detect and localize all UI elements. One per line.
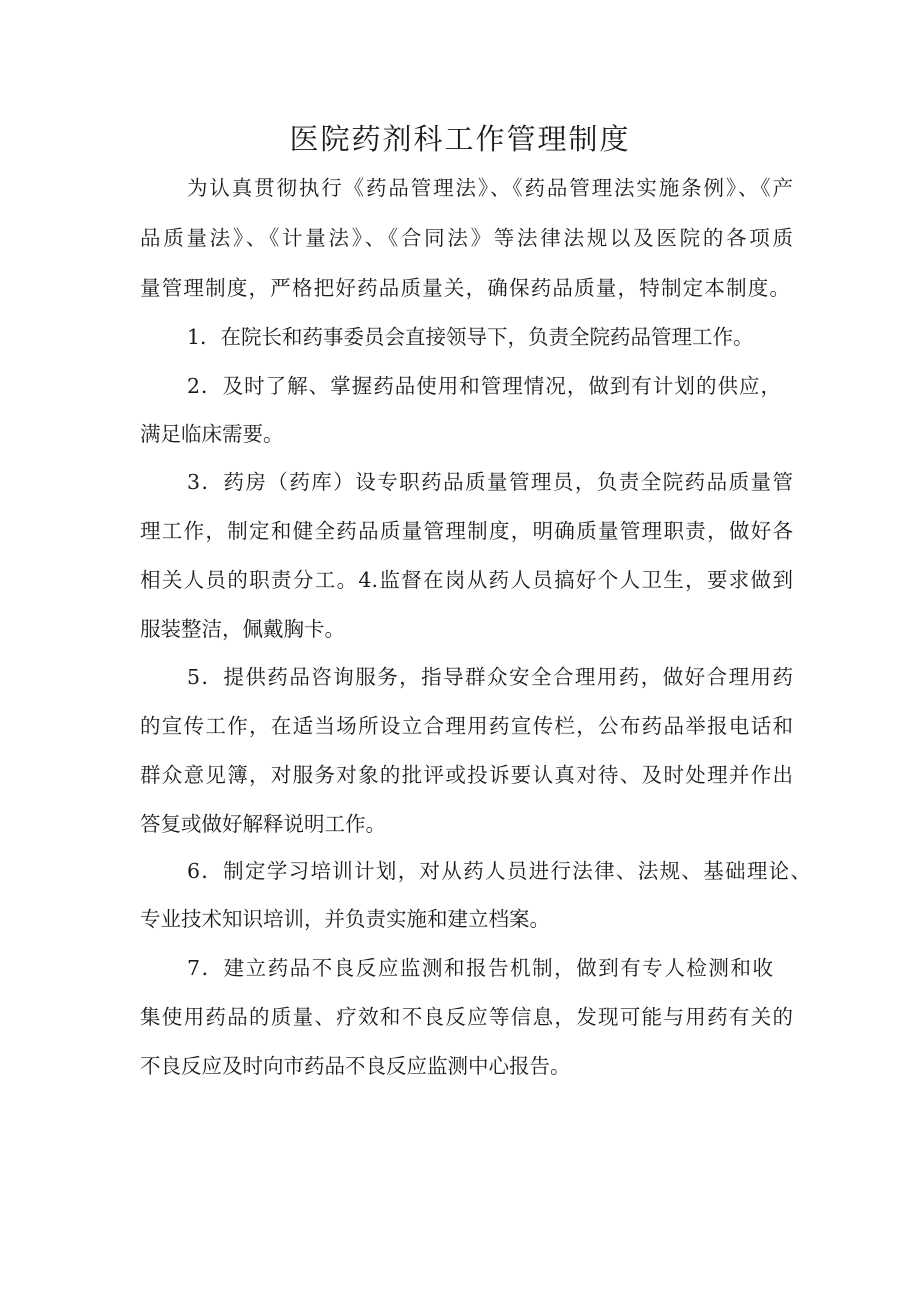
text-line: 相关人员的职责分工。4.监督在岗从药人员搞好个人卫生，要求做到	[140, 568, 793, 592]
text-line: 2．及时了解、掌握药品使用和管理情况，做到有计划的供应，	[187, 374, 781, 398]
text-line: 的宣传工作，在适当场所设立合理用药宣传栏，公布药品举报电话和	[140, 714, 793, 738]
text-line: 1．在院长和药事委员会直接领导下，负责全院药品管理工作。	[187, 325, 754, 349]
text-line: 答复或做好解释说明工作。	[140, 812, 386, 836]
text-line: 3．药房（药库）设专职药品质量管理员，负责全院药品质量管	[187, 470, 793, 494]
text-line: 专业技术知识培训，并负责实施和建立档案。	[140, 907, 550, 931]
text-line: 7．建立药品不良反应监测和报告机制，做到有专人检测和收	[187, 956, 773, 980]
text-line: 6．制定学习培训计划，对从药人员进行法律、法规、基础理论、	[187, 859, 811, 883]
text-line: 集使用药品的质量、疗效和不良反应等信息，发现可能与用药有关的	[140, 1005, 793, 1029]
text-line: 品质量法》、《计量法》、《合同法》等法律法规以及医院的各项质	[140, 226, 793, 250]
text-line: 不良反应及时向市药品不良反应监测中心报告。	[140, 1054, 571, 1078]
page-title: 医院药剂科工作管理制度	[289, 122, 631, 156]
text-line: 服装整洁，佩戴胸卡。	[140, 617, 345, 641]
text-line: 群众意见簿，对服务对象的批评或投诉要认真对待、及时处理并作出	[140, 763, 793, 787]
text-line: 5．提供药品咨询服务，指导群众安全合理用药，做好合理用药	[187, 665, 793, 689]
text-line: 量管理制度，严格把好药品质量关，确保药品质量，特制定本制度。	[140, 276, 790, 300]
text-line: 理工作，制定和健全药品质量管理制度，明确质量管理职责，做好各	[140, 519, 793, 543]
text-line: 为认真贯彻执行《药品管理法》、《药品管理法实施条例》、《产	[187, 176, 793, 200]
text-line: 满足临床需要。	[140, 422, 284, 446]
